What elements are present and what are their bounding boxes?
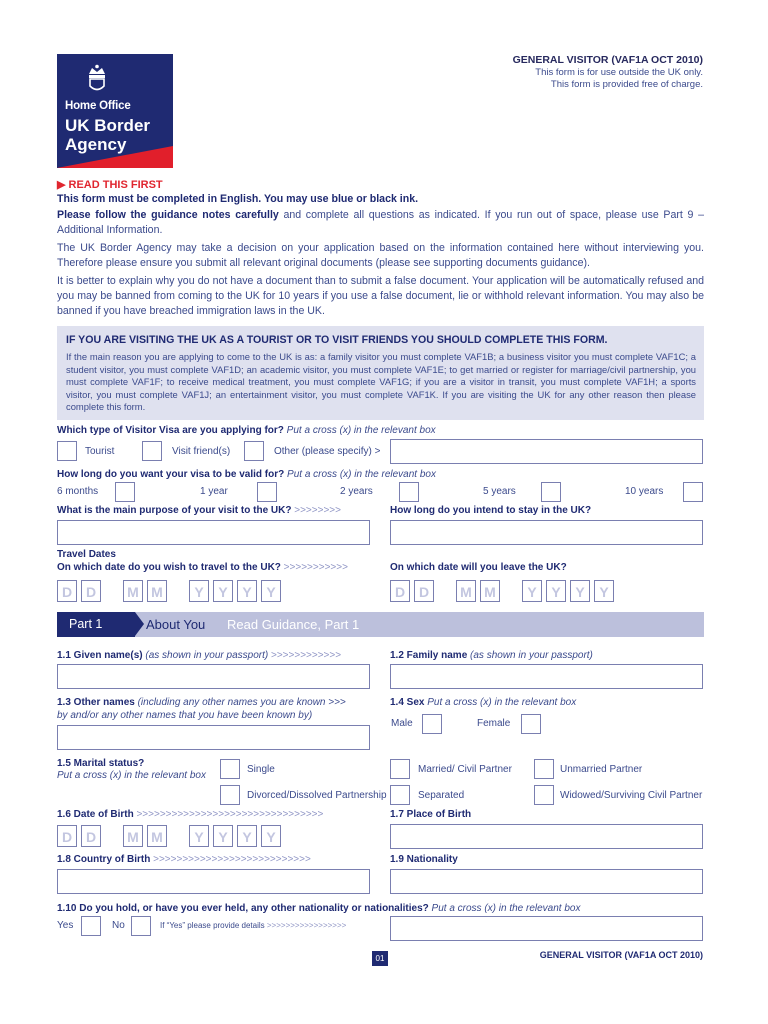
date-digit[interactable]: Y [237,825,257,847]
logo-home-office: Home Office [65,100,131,112]
divorced-checkbox[interactable] [220,785,240,805]
date-digit[interactable]: D [414,580,434,602]
other-names-label: 1.3 Other names (including any other names you are known >>> [57,697,346,708]
date-digit[interactable]: Y [189,825,209,847]
other-label: Other (please specify) > [274,446,381,457]
travel-dates-heading: Travel Dates [57,549,116,560]
page-number: 01 [372,951,388,966]
travel-date-question: On which date do you wish to travel to the UK? >>>>>>>>>>> [57,562,348,573]
place-of-birth-label: 1.7 Place of Birth [390,809,472,820]
date-digit[interactable]: M [147,580,167,602]
part1-title: About You [146,617,206,632]
validity-6-months-checkbox[interactable] [115,482,135,502]
date-digit[interactable]: D [57,825,77,847]
date-digit[interactable]: Y [213,825,233,847]
marital-status-label: 1.5 Marital status? [57,758,145,769]
place-of-birth-input[interactable] [390,824,703,849]
nationality-input[interactable] [390,869,703,894]
leave-date-question: On which date will you leave the UK? [390,562,567,573]
given-name-input[interactable] [57,664,370,689]
validity-question: How long do you want your visa to be valid for? Put a cross (x) in the relevant box [57,469,436,480]
separated-checkbox[interactable] [390,785,410,805]
male-label: Male [391,718,413,729]
widowed-label: Widowed/Surviving Civil Partner [560,790,703,801]
marital-status-hint: Put a cross (x) in the relevant box [57,770,206,781]
part1-arrow-icon [135,612,144,636]
tourist-info-band [57,326,704,420]
separated-label: Separated [418,790,465,801]
validity-10-years-checkbox[interactable] [683,482,703,502]
tourist-label: Tourist [85,446,115,457]
other-nationality-details-input[interactable] [390,916,703,941]
read-this-first: ▶ READ THIS FIRST [57,179,163,191]
family-name-label: 1.2 Family name (as shown in your passport) [390,650,593,661]
validity-2-years-label: 2 years [340,486,373,497]
other-checkbox[interactable] [244,441,264,461]
home-office-logo [57,54,173,168]
given-name-label: 1.1 Given name(s) (as shown in your passport) >>>>>>>>>>>> [57,650,342,661]
form-subtitle-2: This form is provided free of charge. [550,79,703,90]
married-checkbox[interactable] [390,759,410,779]
date-digit[interactable]: Y [213,580,233,602]
unmarried-checkbox[interactable] [534,759,554,779]
single-label: Single [247,764,275,775]
sex-label: 1.4 Sex Put a cross (x) in the relevant box [390,697,577,708]
validity-6-months-label: 6 months [57,486,99,497]
other-specify-input[interactable] [390,439,703,464]
date-digit[interactable]: Y [546,580,566,602]
no-label: No [112,920,125,931]
visit-friends-label: Visit friend(s) [172,446,231,457]
date-of-birth-label: 1.6 Date of Birth >>>>>>>>>>>>>>>>>>>>>>>>>>>>>>>> [57,809,324,820]
date-digit[interactable]: Y [261,825,281,847]
date-digit[interactable]: D [81,825,101,847]
nationality-label: 1.9 Nationality [390,854,458,865]
intro-false-document-note: It is better to explain why you do not have a document than to submit a false document. Your application will be automatically refused and you may be banned from coming to the UK for 10 years if you use a false document, lie or withhold relevant information. You may also be banned if you have breached immigration laws in the UK. [57,275,704,317]
logo-agency-name: UK Border Agency [65,116,151,154]
date-digit[interactable]: Y [570,580,590,602]
footer-title: GENERAL VISITOR (VAF1A OCT 2010) [539,950,703,960]
date-digit[interactable]: M [123,580,143,602]
band-text: If the main reason you are applying to come to the UK is as: a family visitor you must complete VAF1B; a business visitor you must complete VAF1C; a student visitor, you must complete VAF1D; an academic visitor, you must complete VAF1E; to get married or register for marriage/civil partnership, you must complete VAF1F; to receive medical treatment, you must complete VAF1G; if you are a visitor in transit, you must complete VAF1H; a sports visitor, you must complete VAF1J; an entertainment visitor, you must complete VAF1K. If you are visiting the UK for any other reason then please complete this form. [66,351,696,412]
yes-label: Yes [57,920,74,931]
date-digit[interactable]: M [456,580,476,602]
intro-guidance-note: Please follow the guidance notes carefully and complete all questions as indicated. If you run out of space, please use Part 9 – Additional Information. [57,209,704,236]
family-name-input[interactable] [390,664,703,689]
purpose-input[interactable] [57,520,370,545]
widowed-checkbox[interactable] [534,785,554,805]
date-digit[interactable]: D [57,580,77,602]
male-checkbox[interactable] [422,714,442,734]
validity-1-year-label: 1 year [200,486,228,497]
date-digit[interactable]: M [123,825,143,847]
single-checkbox[interactable] [220,759,240,779]
date-digit[interactable]: Y [594,580,614,602]
tourist-checkbox[interactable] [57,441,77,461]
validity-10-years-label: 10 years [625,486,664,497]
date-digit[interactable]: Y [189,580,209,602]
validity-5-years-checkbox[interactable] [541,482,561,502]
divorced-label: Divorced/Dissolved Partnership [247,790,387,801]
unmarried-label: Unmarried Partner [560,764,643,775]
date-digit[interactable]: Y [237,580,257,602]
validity-5-years-label: 5 years [483,486,516,497]
intro-ink-note: This form must be completed in English. You may use blue or black ink. [57,193,419,205]
validity-1-year-checkbox[interactable] [257,482,277,502]
band-heading: IF YOU ARE VISITING THE UK AS A TOURIST OR TO VISIT FRIENDS YOU SHOULD COMPLETE THIS FORM. [66,334,608,346]
if-yes-label: If “Yes” please provide details >>>>>>>>>>>>>>>>> [160,921,347,930]
date-digit[interactable]: M [480,580,500,602]
form-subtitle-1: This form is for use outside the UK only. [535,67,703,78]
visa-type-question: Which type of Visitor Visa are you applying for? Put a cross (x) in the relevant box [57,425,436,436]
part1-guidance: Read Guidance, Part 1 [227,617,360,632]
country-of-birth-label: 1.8 Country of Birth >>>>>>>>>>>>>>>>>>>>>>>>>>> [57,854,311,865]
female-checkbox[interactable] [521,714,541,734]
other-names-input[interactable] [57,725,370,750]
other-names-hint: by and/or any other names that you have been known by) [57,710,313,721]
purpose-question: What is the main purpose of your visit to the UK? >>>>>>>> [57,505,341,516]
form-title: GENERAL VISITOR (VAF1A OCT 2010) [512,54,703,66]
yes-checkbox[interactable] [81,916,101,936]
no-checkbox[interactable] [131,916,151,936]
royal-crest-icon [86,64,108,94]
date-digit[interactable]: D [390,580,410,602]
other-nationality-question: 1.10 Do you hold, or have you ever held, any other nationality or nationalities? Put a cross (x) in the relevant box [57,903,581,914]
female-label: Female [477,718,511,729]
logo-red-stripe [57,146,173,168]
married-label: Married/ Civil Partner [418,764,512,775]
date-digit[interactable]: M [147,825,167,847]
date-digit[interactable]: Y [261,580,281,602]
intro-decision-note: The UK Border Agency may take a decision on your application based on the information contained here without interviewing you. Therefore please ensure you submit all relevant original documents (please see supporting documents guidance). [57,242,704,269]
validity-2-years-checkbox[interactable] [399,482,419,502]
date-digit[interactable]: D [81,580,101,602]
part1-label: Part 1 [57,612,135,637]
visit-friends-checkbox[interactable] [142,441,162,461]
country-of-birth-input[interactable] [57,869,370,894]
stay-duration-question: How long do you intend to stay in the UK? [390,505,592,516]
stay-duration-input[interactable] [390,520,703,545]
date-digit[interactable]: Y [522,580,542,602]
